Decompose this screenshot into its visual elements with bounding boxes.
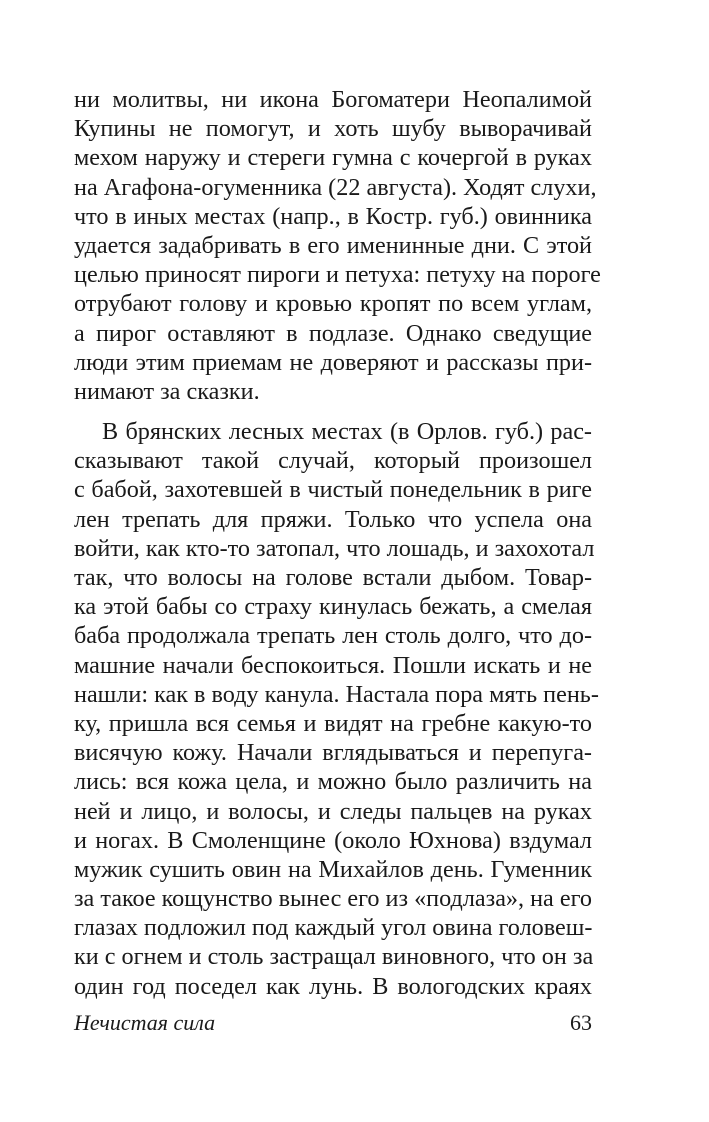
text-line: лись: вся кожа цела, и можно было различить на [74,768,592,796]
text-line: что в иных местах (напр., в Костр. губ.) овинника [74,202,592,230]
page-number: 63 [570,1010,592,1035]
text-line: сказывают такой случай, который произошел [74,447,592,475]
text-line: и ногах. В Смоленщине (около Юхнова) вздумал [74,826,592,854]
text-line: ку, пришла вся семья и видят на гребне какую-то [74,709,592,737]
text-line: лен трепать для пряжи. Только что успела она [74,505,592,533]
text-line: ни молитвы, ни икона Богоматери Неопалимой [74,86,592,113]
text-line: люди этим приемам не доверяют и рассказы при- [74,348,592,376]
page-footer [74,1010,592,1042]
text-line: войти, как кто-то затопал, что лошадь, и захохотал [74,534,595,562]
text-line: с бабой, захотевшей в чистый понедельник в риге [74,476,592,504]
text-line: ка этой бабы со страху кинулась бежать, а смелая [74,593,592,621]
text-line: нимают за сказки. [74,377,260,405]
text-line: за такое кощунство вынес его из «подлаза», на его [74,885,592,913]
text-line: так, что волосы на голове встали дыбом. Товар- [74,564,592,591]
text-line: мужик сушить овин на Михайлов день. Гуменник [74,855,592,883]
text-line: Купины не помогут, и хоть шубу выворачивай [74,115,592,143]
paragraph-gap [74,406,592,417]
paragraph-1 [74,85,601,406]
text-line: ки с огнем и столь застращал виновного, что он за [74,943,594,971]
text-line: целью приносят пироги и петуха: петуху на пороге [74,261,601,289]
text-line: а пирог оставляют в подлазе. Однако сведущие [74,319,592,347]
text-line: ней и лицо, и волосы, и следы пальцев на руках [74,797,592,825]
text-line: В брянских лесных местах (в Орлов. губ.) рас- [102,418,592,446]
text-line: машние начали беспокоиться. Пошли искать и не [74,651,592,679]
text-line: один год поседел как лунь. В вологодских краях [74,972,592,1000]
text-line: на Агафона-огуменника (22 августа). Ходят слухи, [74,173,597,201]
paragraph-2 [74,417,599,1001]
text-line: висячую кожу. Начали вглядываться и перепуга- [74,739,592,767]
running-title: Нечистая сила [74,1010,216,1035]
text-line: нашли: как в воду канула. Настала пора мять пень- [74,680,599,708]
text-line: мехом наружу и стереги гумна с кочергой в руках [74,144,592,172]
text-line: отрубают голову и кровью кропят по всем углам, [74,290,592,318]
text-line: глазах подложил под каждый угол овина головеш- [74,914,593,942]
text-line: баба продолжала трепать лен столь долго, что до- [74,622,592,650]
text-line: удается задабривать в его именинные дни. С этой [74,231,592,259]
page-body [74,85,601,1001]
